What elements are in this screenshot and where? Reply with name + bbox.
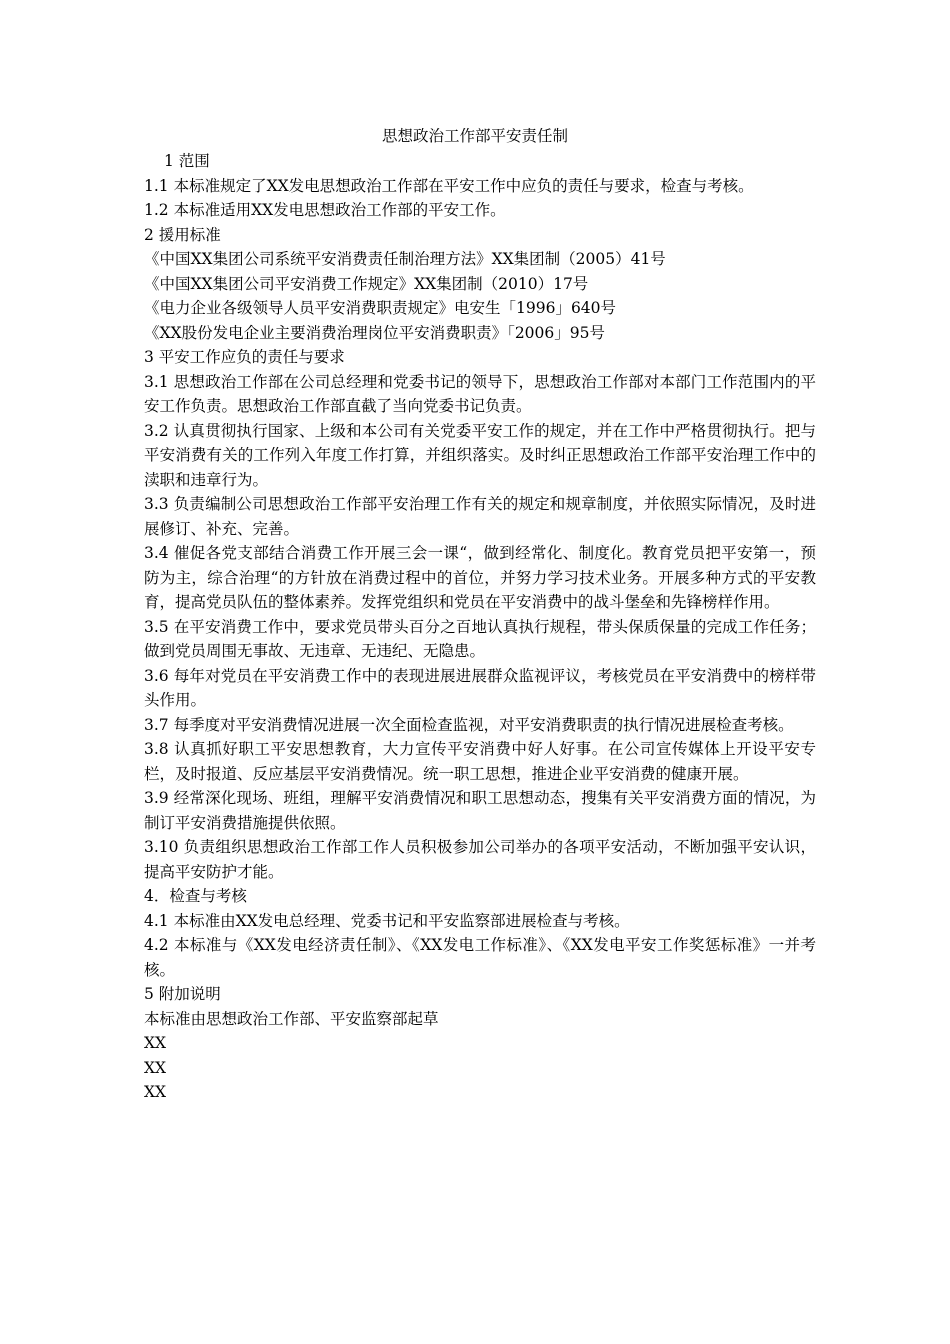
- paragraph: 1.2 本标准适用XX发电思想政治工作部的平安工作。: [144, 201, 506, 219]
- paragraph: 3.10 负责组织思想政治工作部工作人员积极参加公司举办的各项平安活动，不断加强平安认识，提高平安防护才能。: [144, 838, 816, 881]
- paragraph: 2 援用标准: [144, 225, 221, 244]
- paragraph: 3.7 每季度对平安消费情况进展一次全面检查监视，对平安消费职责的执行情况进展检查考核。: [144, 715, 794, 734]
- paragraph: 3.5 在平安消费工作中，要求党员带头百分之百地认真执行规程，带头保质保量的完成工作任务；做到党员周围无事故、无违章、无违纪、无隐患。: [144, 617, 816, 660]
- paragraph: 3.2 认真贯彻执行国家、上级和本公司有关党委平安工作的规定，并在工作中严格贯彻执行。把与平安消费有关的工作列入年度工作打算，并组织落实。及时纠正思想政治工作部平安治理工作中的渎职和违章行为。: [144, 421, 816, 489]
- paragraph: 4.2 本标准与《XX发电经济责任制》、《XX发电工作标准》、《XX发电平安工作奖惩标准》一并考核。: [144, 936, 816, 979]
- paragraph: 《电力企业各级领导人员平安消费职责规定》电安生「1996」640号: [144, 299, 617, 317]
- paragraph: 3 平安工作应负的责任与要求: [144, 348, 345, 366]
- paragraph: 4.1 本标准由XX发电总经理、党委书记和平安监察部进展检查与考核。: [144, 911, 630, 930]
- document-title: 思想政治工作部平安责任制: [381, 127, 568, 145]
- paragraph: XX: [144, 1083, 167, 1101]
- paragraph: XX: [144, 1058, 167, 1077]
- paragraph: 3.6 每年对党员在平安消费工作中的表现进展进展群众监视评议，考核党员在平安消费中的榜样带头作用。: [144, 666, 816, 709]
- paragraph: 3.9 经常深化现场、班组，理解平安消费情况和职工思想动态，搜集有关平安消费方面的情况，为制订平安消费措施提供依照。: [144, 789, 816, 832]
- document-body: [144, 149, 816, 1105]
- paragraph: 《XX股份发电企业主要消费治理岗位平安消费职责》「2006」95号: [144, 323, 605, 342]
- paragraph: 《中国XX集团公司系统平安消费责任制治理方法》XX集团制（2005）41号: [144, 250, 666, 268]
- paragraph: 3.4 催促各党支部结合消费工作开展三会一课“，做到经常化、制度化。教育党员把平安第一，预防为主，综合治理“的方针放在消费过程中的首位，并努力学习技术业务。开展多种方式的平安教育，提高党员队伍的整体素养。发挥党组织和党员在平安消费中的战斗堡垒和先锋榜样作用。: [144, 544, 816, 611]
- paragraph: 3.3 负责编制公司思想政治工作部平安治理工作有关的规定和规章制度，并依照实际情况，及时进展修订、补充、完善。: [144, 495, 816, 538]
- paragraph: 5 附加说明: [144, 985, 221, 1003]
- paragraph: 本标准由思想政治工作部、平安监察部起草: [144, 1009, 439, 1028]
- paragraph: 1.1 本标准规定了XX发电思想政治工作部在平安工作中应负的责任与要求，检查与考核。: [144, 176, 754, 195]
- paragraph: 4．检查与考核: [144, 887, 247, 905]
- paragraph: XX: [144, 1034, 167, 1052]
- paragraph: 1 范围: [164, 152, 210, 170]
- paragraph: 《中国XX集团公司平安消费工作规定》XX集团制（2010）17号: [144, 274, 589, 293]
- paragraph: 3.8 认真抓好职工平安思想教育，大力宣传平安消费中好人好事。在公司宣传媒体上开设平安专栏，及时报道、反应基层平安消费情况。统一职工思想，推进企业平安消费的健康开展。: [144, 740, 816, 783]
- paragraph: 3.1 思想政治工作部在公司总经理和党委书记的领导下，思想政治工作部对本部门工作范围内的平安工作负责。思想政治工作部直截了当向党委书记负责。: [144, 372, 816, 415]
